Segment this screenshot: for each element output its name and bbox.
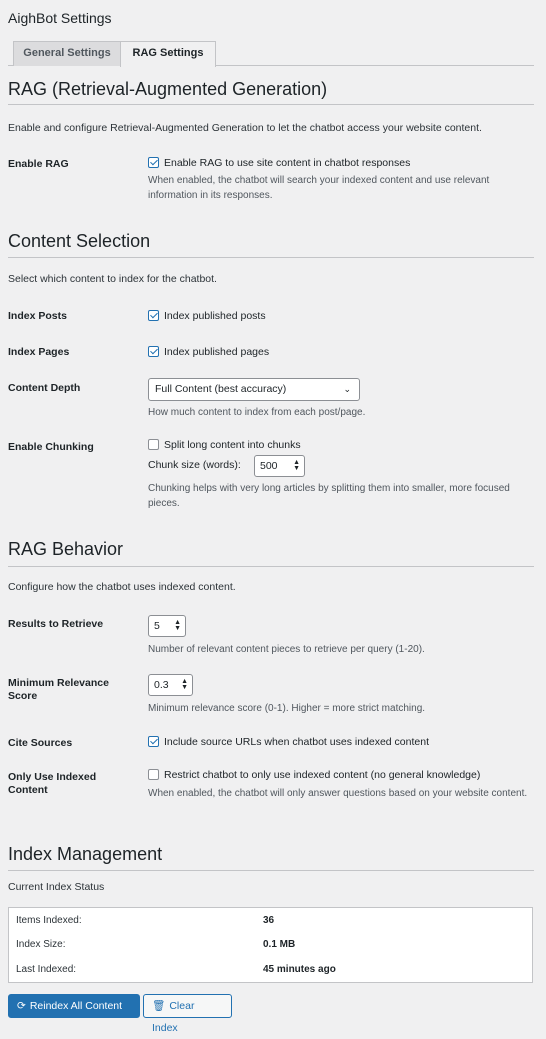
- index-management-heading: Index Management: [8, 844, 163, 864]
- index-posts-field: [148, 310, 266, 322]
- minimum-relevance-value: 0.3: [154, 679, 169, 691]
- chunk-size-value: 500: [260, 460, 278, 472]
- enable-chunking-field: [148, 439, 301, 451]
- divider: [8, 870, 534, 871]
- divider: [8, 104, 534, 105]
- page-title: AighBot Settings: [8, 10, 112, 26]
- table-row-label: Last Indexed:: [16, 964, 77, 975]
- results-to-retrieve-value: 5: [154, 620, 160, 632]
- index-posts-label: Index Posts: [8, 310, 67, 322]
- results-to-retrieve-stepper[interactable]: [148, 615, 186, 637]
- enable-rag-field: [148, 157, 410, 169]
- content-depth-help: How much content to index from each post/page.: [148, 407, 366, 418]
- index-pages-checkbox-label: Index published pages: [164, 346, 270, 358]
- content-depth-value: Full Content (best accuracy): [155, 383, 287, 395]
- enable-rag-checkbox[interactable]: [148, 157, 159, 168]
- settings-tabs: [8, 41, 534, 66]
- stepper-arrows-icon[interactable]: ▲ ▼: [293, 459, 300, 472]
- items-indexed-value: 36: [263, 915, 275, 926]
- index-pages-label: Index Pages: [8, 346, 70, 358]
- reindex-all-button[interactable]: [8, 994, 140, 1018]
- enable-chunking-checkbox-label: Split long content into chunks: [164, 439, 301, 451]
- refresh-icon: ⟳: [17, 1000, 26, 1012]
- enable-chunking-checkbox[interactable]: [148, 439, 159, 450]
- index-pages-checkbox[interactable]: [148, 346, 159, 357]
- only-indexed-checkbox[interactable]: [148, 769, 159, 780]
- divider: [8, 566, 534, 567]
- content-selection-heading: Content Selection: [8, 231, 151, 251]
- index-posts-checkbox-label: Index published posts: [164, 310, 266, 322]
- trash-icon: 🗑: [152, 1000, 166, 1012]
- rag-behavior-description: Configure how the chatbot uses indexed content.: [8, 581, 236, 593]
- content-depth-label: Content Depth: [8, 382, 81, 394]
- index-status-title: Current Index Status: [8, 881, 105, 893]
- clear-index-label: Clear Index: [152, 1000, 195, 1034]
- chunk-size-stepper[interactable]: [254, 455, 305, 477]
- chunking-help: Chunking helps with very long articles by splitting them into smaller, more focused pieces.: [148, 483, 510, 509]
- divider: [8, 257, 534, 258]
- index-posts-checkbox[interactable]: [148, 310, 159, 321]
- last-indexed-value: 45 minutes ago: [263, 964, 336, 975]
- tab-rag-settings[interactable]: RAG Settings: [120, 41, 216, 67]
- table-row-label: Items Indexed:: [16, 915, 82, 926]
- enable-rag-label: Enable RAG: [8, 158, 69, 170]
- rag-heading: RAG (Retrieval-Augmented Generation): [8, 79, 328, 99]
- tab-general-settings[interactable]: General Settings: [13, 41, 121, 66]
- minimum-relevance-label: Minimum Relevance Score: [8, 677, 109, 702]
- cite-sources-checkbox-label: Include source URLs when chatbot uses indexed content: [164, 736, 429, 748]
- cite-sources-field: [148, 736, 429, 748]
- results-to-retrieve-label: Results to Retrieve: [8, 618, 104, 630]
- clear-index-button[interactable]: [143, 994, 232, 1034]
- enable-rag-help: When enabled, the chatbot will search your indexed content and use relevant information in its responses.: [148, 175, 490, 201]
- stepper-arrows-icon[interactable]: ▲ ▼: [181, 678, 188, 691]
- minimum-relevance-stepper[interactable]: [148, 674, 193, 696]
- index-status-table: [8, 907, 533, 983]
- content-selection-description: Select which content to index for the chatbot.: [8, 273, 217, 285]
- results-to-retrieve-help: Number of relevant content pieces to retrieve per query (1-20).: [148, 644, 425, 655]
- index-pages-field: [148, 346, 269, 358]
- rag-behavior-heading: RAG Behavior: [8, 539, 124, 559]
- cite-sources-label: Cite Sources: [8, 737, 73, 749]
- table-row-label: Index Size:: [16, 939, 66, 950]
- stepper-arrows-icon[interactable]: ▲ ▼: [174, 619, 181, 632]
- minimum-relevance-help: Minimum relevance score (0-1). Higher = more strict matching.: [148, 703, 426, 714]
- reindex-all-label: Reindex All Content: [29, 1000, 123, 1012]
- only-indexed-checkbox-label: Restrict chatbot to only use indexed content (no general knowledge): [164, 769, 481, 781]
- chevron-down-icon: ⌄: [343, 384, 351, 394]
- only-indexed-label: Only Use Indexed Content: [8, 771, 97, 796]
- only-indexed-field: [148, 769, 480, 781]
- rag-description: Enable and configure Retrieval-Augmented Generation to let the chatbot access your website content.: [8, 122, 482, 134]
- cite-sources-checkbox[interactable]: [148, 736, 159, 747]
- chunk-size-label: Chunk size (words):: [148, 459, 241, 471]
- content-depth-select[interactable]: [148, 378, 360, 401]
- only-indexed-help: When enabled, the chatbot will only answer questions based on your website content.: [148, 788, 528, 799]
- index-size-value: 0.1 MB: [263, 939, 296, 950]
- enable-rag-checkbox-label: Enable RAG to use site content in chatbot responses: [164, 157, 411, 169]
- enable-chunking-label: Enable Chunking: [8, 441, 94, 453]
